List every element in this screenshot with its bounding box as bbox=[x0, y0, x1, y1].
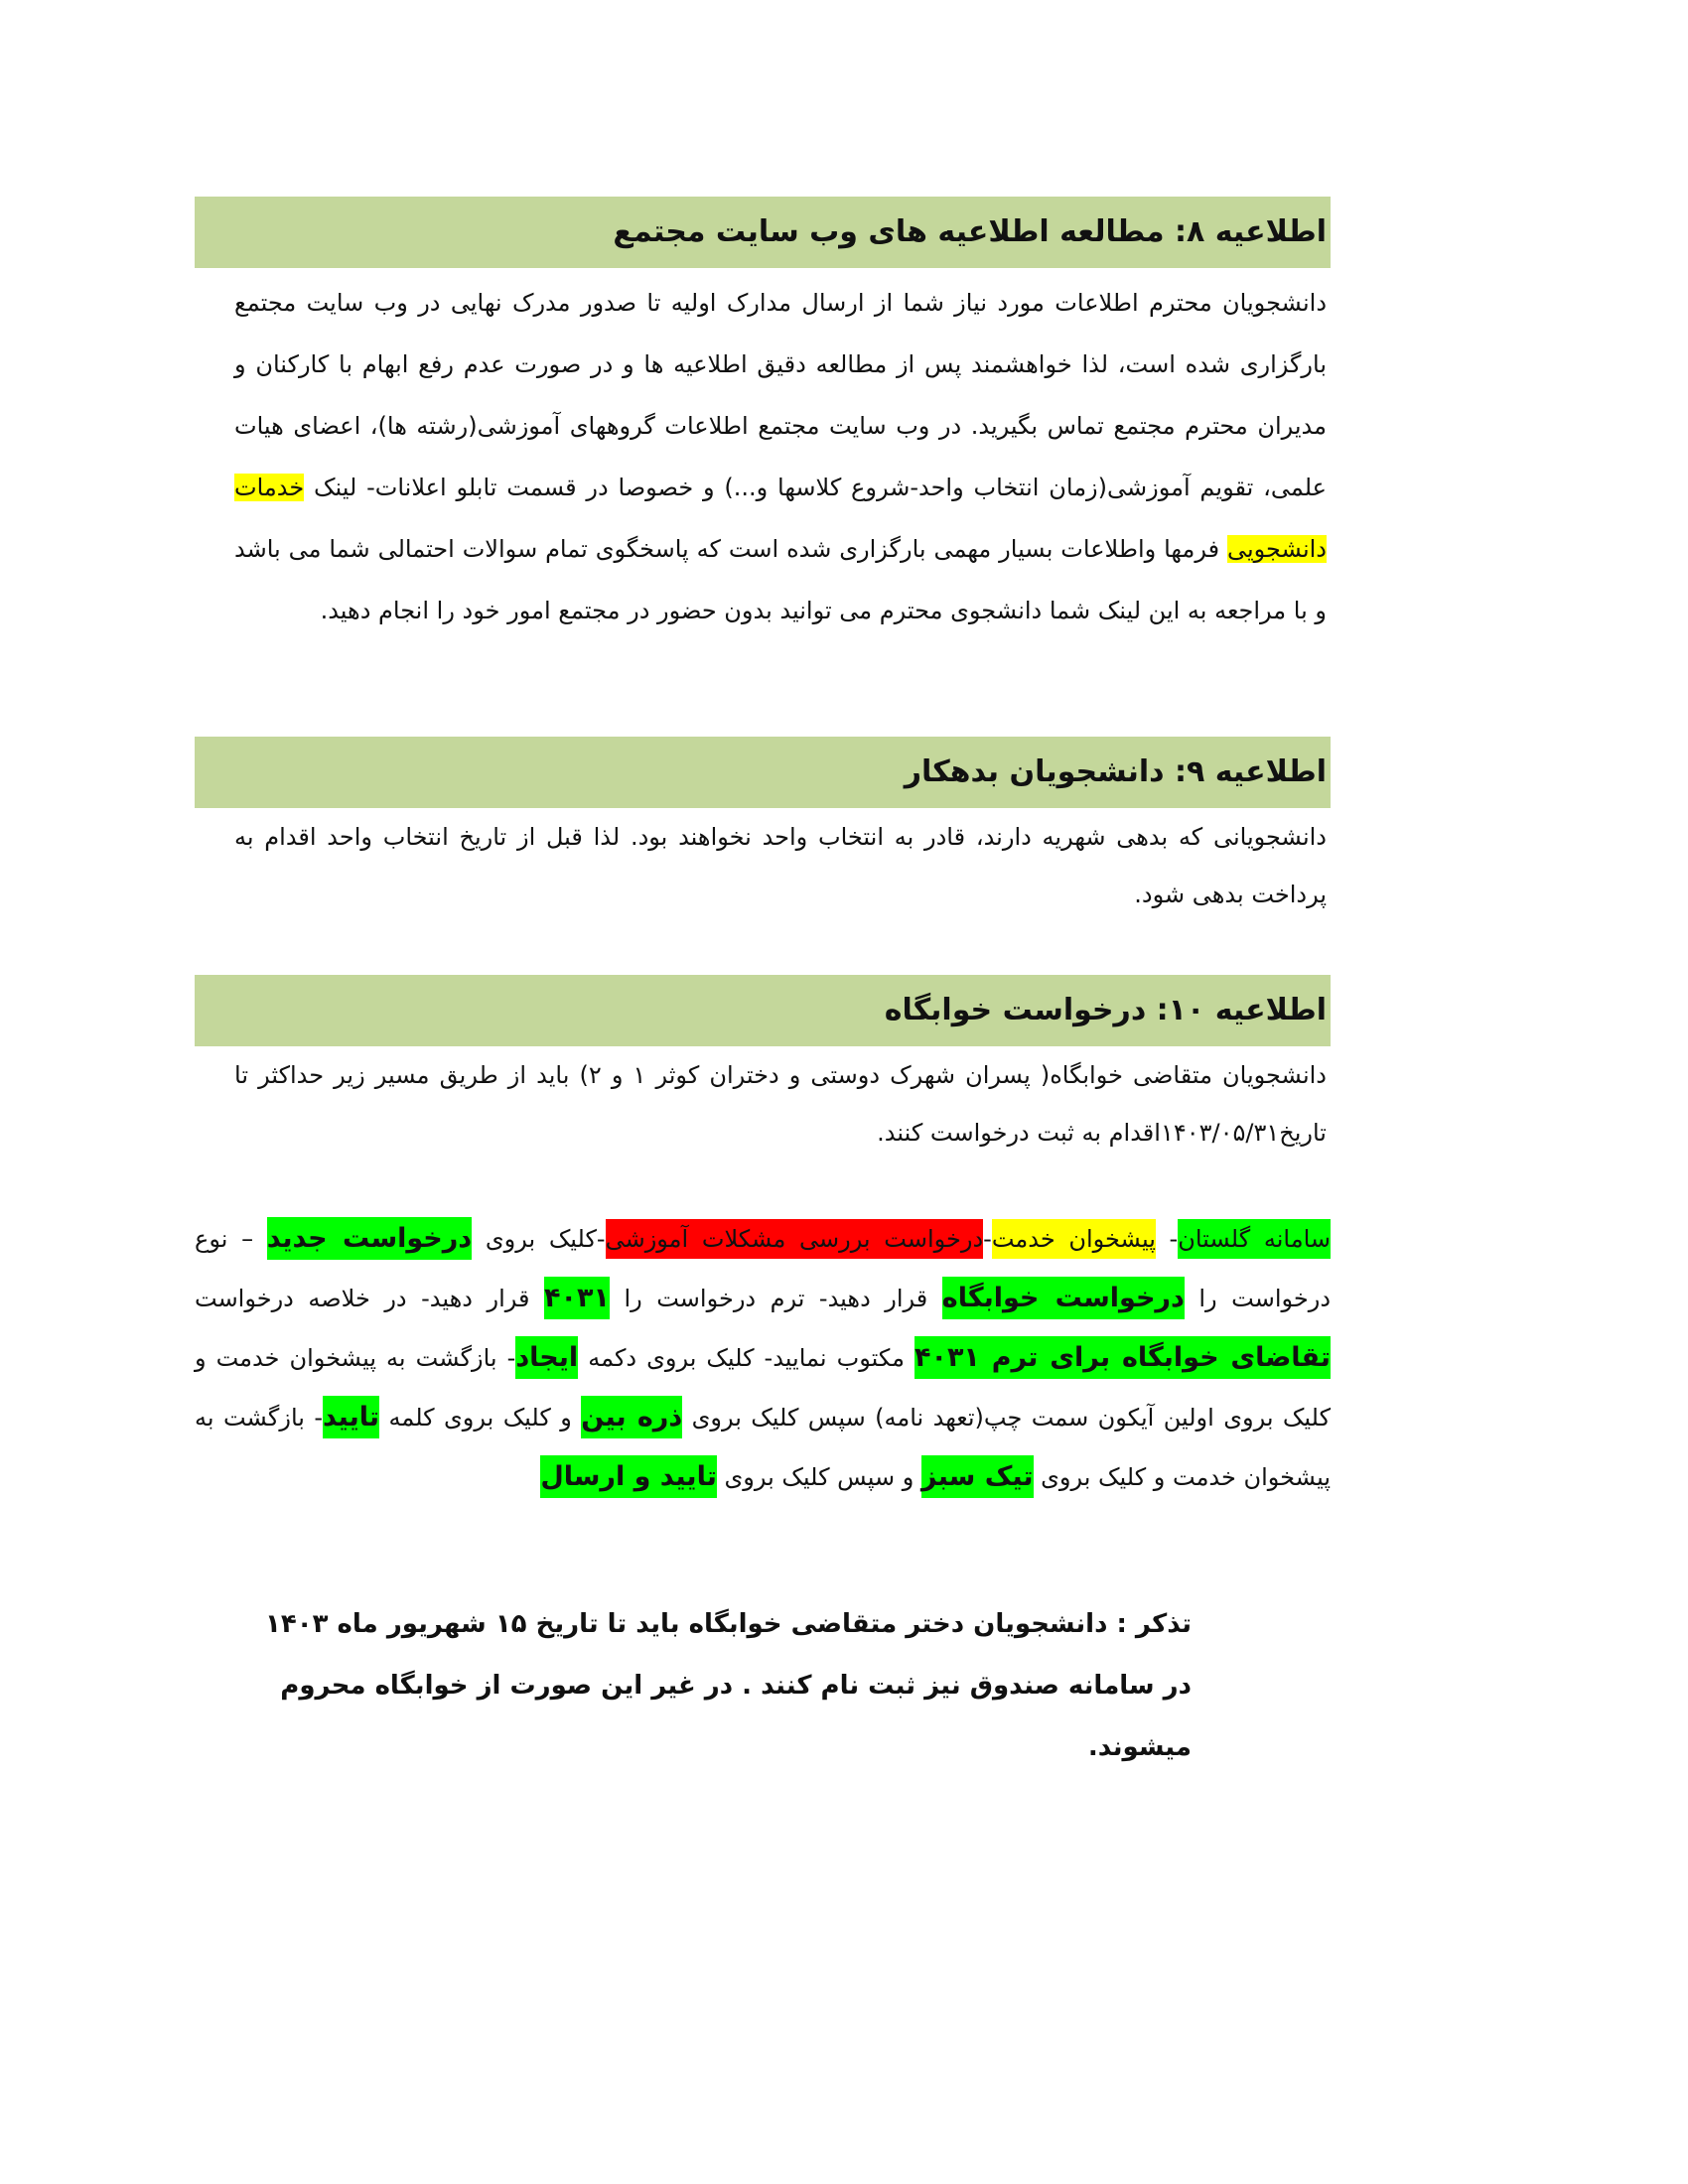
notice-10-header bbox=[195, 975, 1331, 1046]
notice-8-text-before: دانشجویان محترم اطلاعات مورد نیاز شما از ارسال مدارک اولیه تا صدور مدرک نهایی در وب سایت مجتمع بارگزاری شده است، لذا خواهشمند پس از مطالعه دقیق اطلاعیه ها و در صورت عدم رفع ابهام با کارکنان و مدیران محترم مجتمع تماس بگیرید. در وب سایت مجتمع اطلاعات گروههای آموزشی(رشته ها)، اعضای هیات علمی، تقویم آموزشی(زمان انتخاب واحد-شروع کلاسها و...) و خصوصا در قسمت تابلو اعلانات- لینک bbox=[234, 289, 1327, 501]
notice-10-section bbox=[195, 975, 1331, 1161]
step-text: – نوع درخواست را bbox=[195, 1225, 1332, 1312]
step-separator: - bbox=[983, 1225, 992, 1253]
notice-8-body bbox=[195, 272, 1331, 641]
step-text: و کلیک بروی کلمه bbox=[379, 1404, 582, 1432]
step-text: قرار دهید- در خلاصه درخواست bbox=[195, 1285, 544, 1312]
step-text: مکتوب نمایید- کلیک بروی دکمه bbox=[578, 1344, 914, 1372]
notice-8-header bbox=[195, 197, 1331, 268]
step-dorm-request: درخواست خوابگاه bbox=[942, 1277, 1185, 1319]
step-magnifier: ذره بین bbox=[581, 1396, 682, 1438]
notice-8-text-after: فرمها واطلاعات بسیار مهمی بارگزاری شده است که پاسخگوی تمام سوالات احتمالی شما می باشد و با مراجعه به این لینک شما دانشجوی محترم می توانید بدون حضور در مجتمع امور خود را انجام دهید. bbox=[234, 535, 1327, 624]
step-text: - بازگشت به پیشخوان خدمت و کلیک بروی اولین آیکون سمت چپ(تعهد نامه) سپس کلیک بروی bbox=[195, 1344, 1332, 1432]
student-services-link-highlight: خدمات دانشجویی bbox=[234, 474, 1327, 563]
step-separator: - bbox=[1155, 1225, 1179, 1253]
step-text: -کلیک بروی bbox=[472, 1225, 606, 1253]
step-dorm-for-term: تقاضای خوابگاه برای ترم ۴۰۳۱ bbox=[914, 1336, 1331, 1379]
step-text: قرار دهید- ترم درخواست را bbox=[609, 1285, 942, 1312]
step-pishkhan: پیشخوان خدمت bbox=[992, 1219, 1156, 1259]
notice-8-section bbox=[195, 197, 1331, 641]
notice-8-title: اطلاعیه ۸: مطالعه اطلاعیه های وب سایت مجتمع bbox=[613, 214, 1327, 249]
step-confirm-send: تایید و ارسال bbox=[540, 1455, 717, 1498]
step-term: ۴۰۳۱ bbox=[544, 1277, 610, 1319]
reminder-note: تذکر : دانشجویان دختر متقاضی خوابگاه باید تا تاریخ ۱۵ شهریور ماه ۱۴۰۳ در سامانه صندوق نیز ثبت نام کنند . در غیر این صورت از خوابگاه محروم میشوند. bbox=[265, 1609, 1192, 1762]
notice-9-header bbox=[195, 737, 1331, 808]
notice-10-body: دانشجویان متقاضی خوابگاه( پسران شهرک دوستی و دختران کوثر ۱ و ۲) باید از طریق مسیر زیر حداکثر تا تاریخ۱۴۰۳/۰۵/۳۱اقدام به ثبت درخواست کنند. bbox=[234, 1061, 1327, 1147]
step-create: ایجاد bbox=[515, 1336, 578, 1379]
step-text: و سپس کلیک بروی bbox=[716, 1463, 921, 1491]
step-green-tick: تیک سبز bbox=[921, 1455, 1034, 1498]
step-confirm: تایید bbox=[323, 1396, 379, 1438]
step-golestan: سامانه گلستان bbox=[1178, 1219, 1331, 1259]
notice-9-body: دانشجویانی که بدهی شهریه دارند، قادر به انتخاب واحد نخواهند بود. لذا قبل از تاریخ انتخاب واحد اقدام به پرداخت بدهی شود. bbox=[234, 823, 1327, 908]
notice-10-title: اطلاعیه ۱۰: درخواست خوابگاه bbox=[884, 993, 1327, 1027]
step-request-review: درخواست بررسی مشکلات آموزشی bbox=[606, 1219, 984, 1259]
step-text: - بازگشت به پیشخوان خدمت و کلیک بروی bbox=[195, 1404, 1331, 1491]
step-new-request: درخواست جدید bbox=[267, 1217, 472, 1260]
notice-9-section bbox=[195, 737, 1331, 923]
dorm-request-steps bbox=[195, 1209, 1335, 1507]
notice-9-title: اطلاعیه ۹: دانشجویان بدهکار bbox=[904, 754, 1327, 789]
